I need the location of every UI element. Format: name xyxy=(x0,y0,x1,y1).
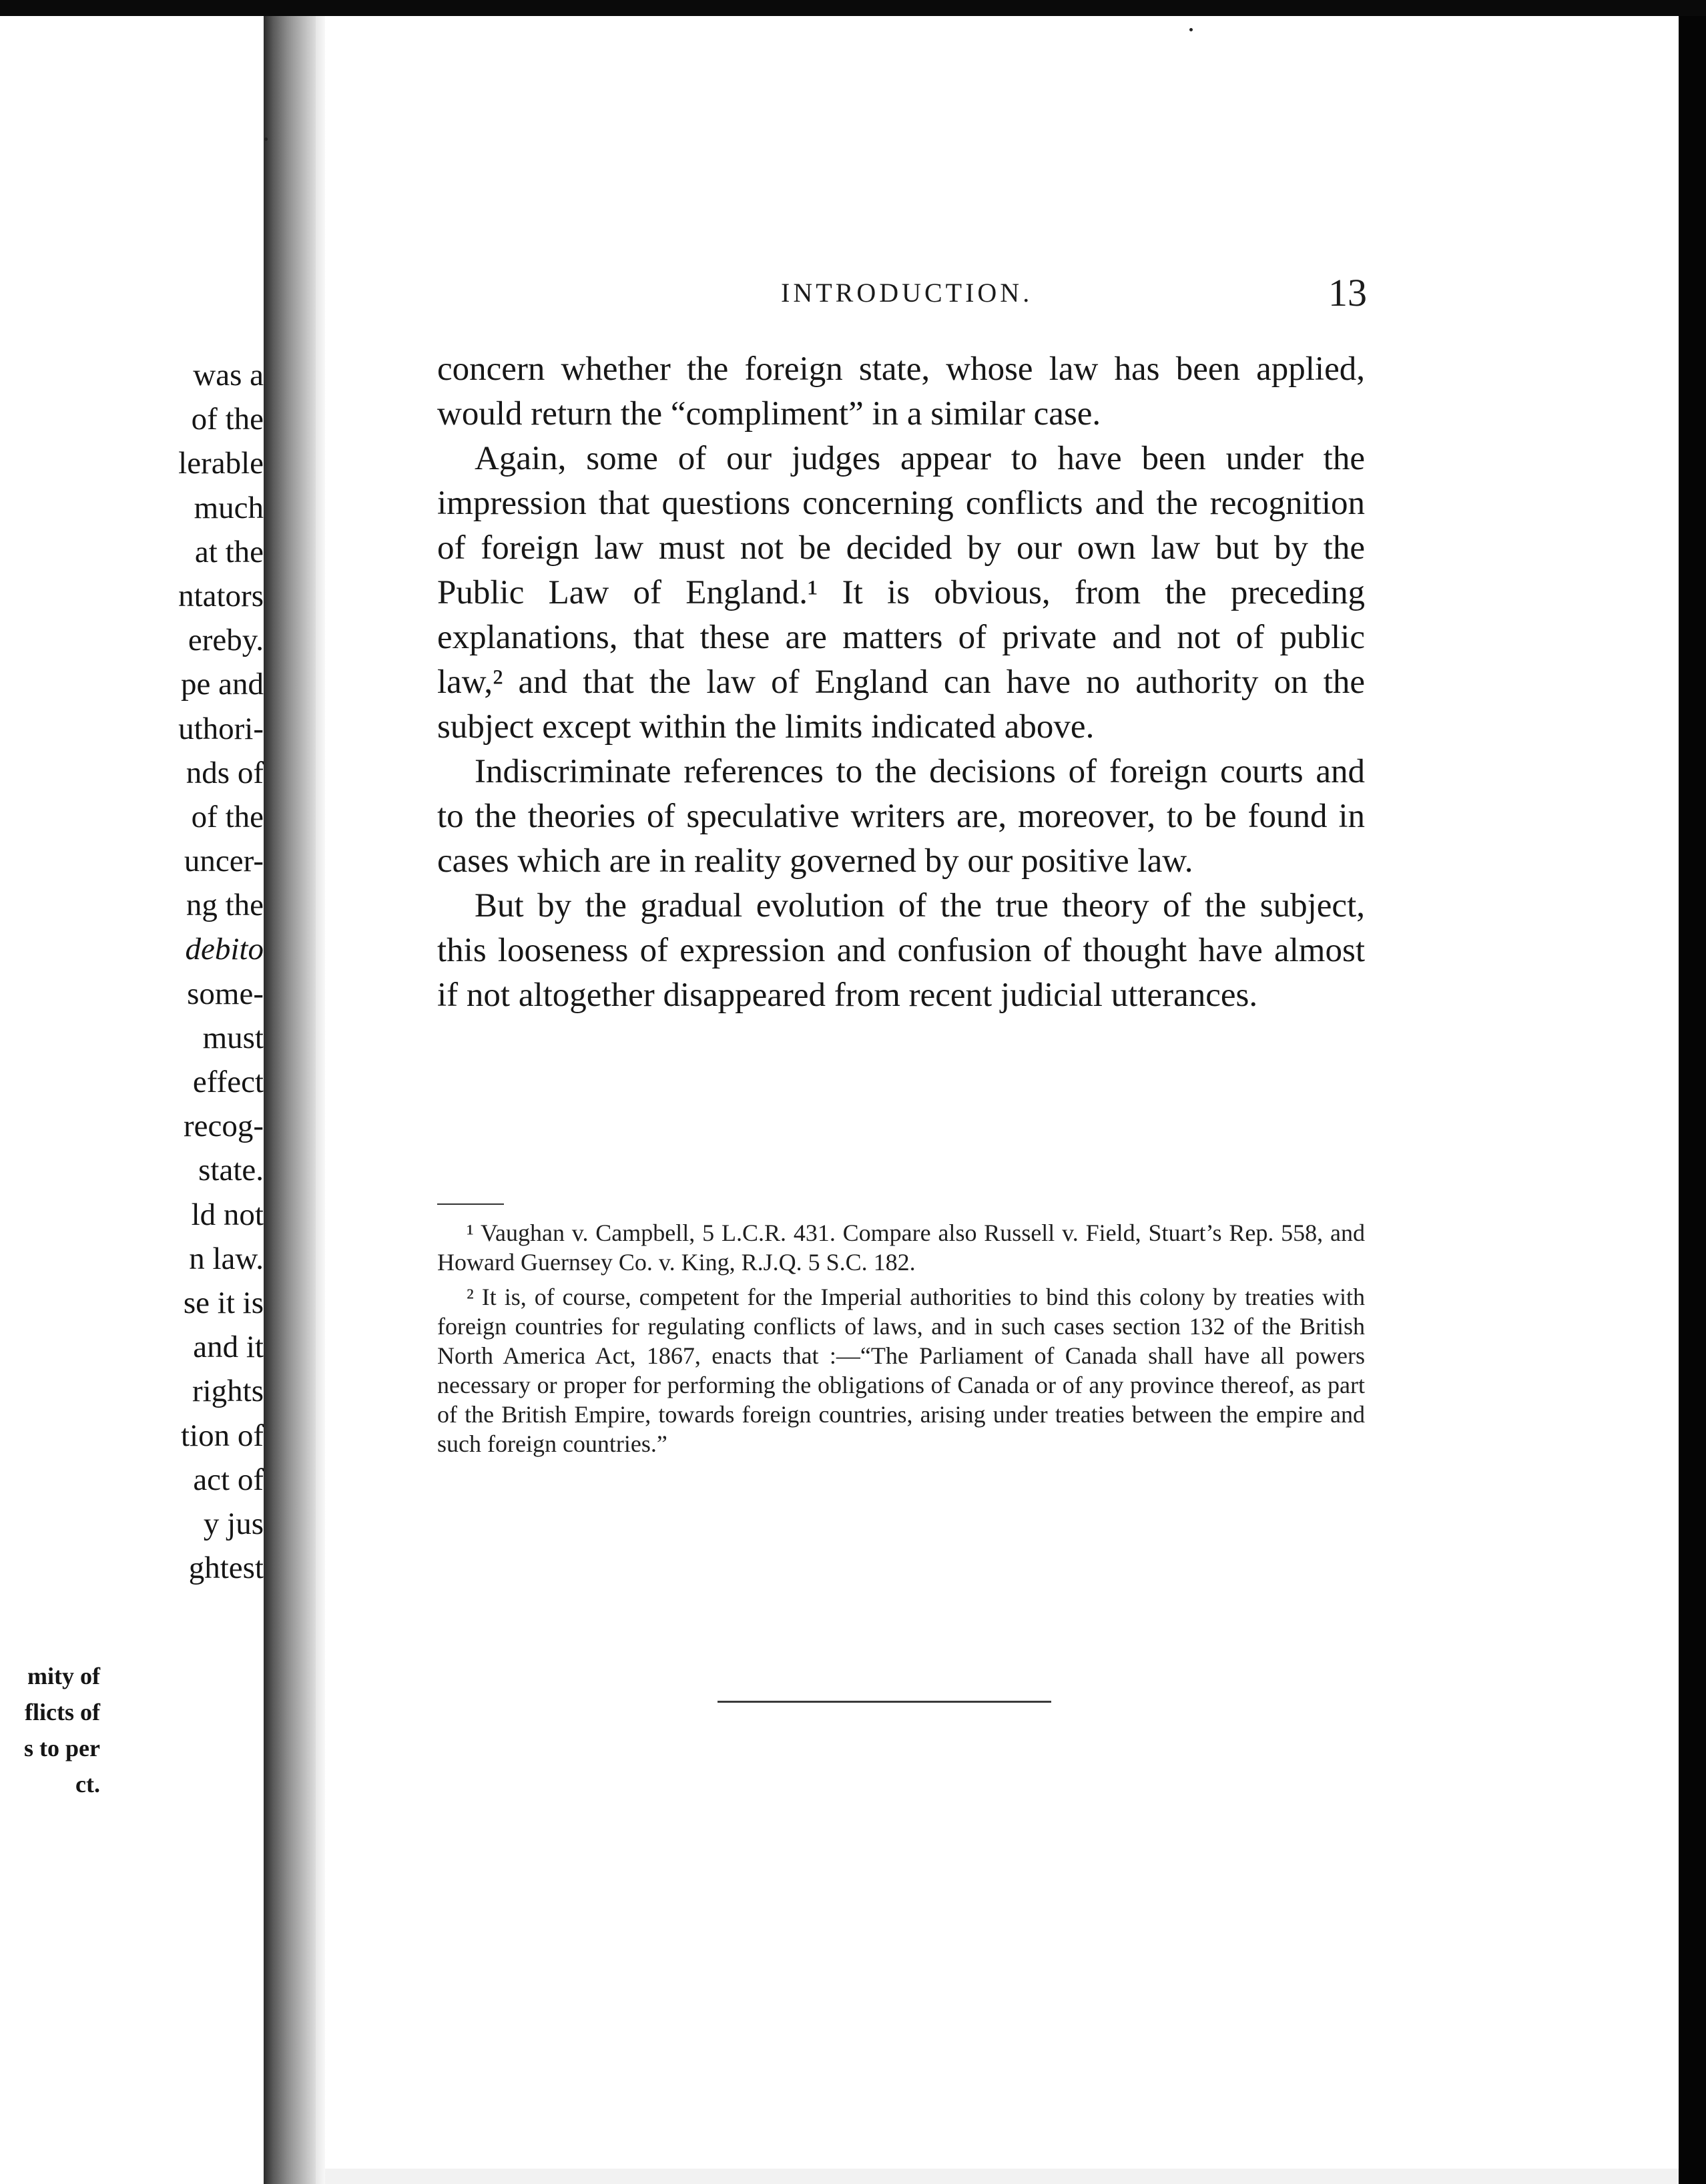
paragraph-continued: concern whether the foreign state, whose law has been applied, would return the “compliment” in a similar case. xyxy=(437,350,1365,433)
left-page-line: debito xyxy=(185,932,264,967)
left-page-line: recog- xyxy=(183,1109,264,1144)
left-page-footnotes xyxy=(0,1658,100,1802)
left-page-line: uthori- xyxy=(178,711,264,746)
left-footnote-line: mity of xyxy=(27,1663,100,1689)
left-page-line: tion of xyxy=(180,1418,264,1453)
left-page-line: uncer- xyxy=(184,844,264,879)
footnote-2: ² It is, of course, competent for the Imperial authorities to bind this colony by treaties with foreign countries for regulating conflicts of laws, and in such cases section 132 of the British North America Act, 1867, enacts that :—“The Parliament of Canada shall have all powers necessary or proper for performing the obligations of Canada or of any province thereof, as part of the British Empire, towards foreign countries, arising under treaties between the empire and such foreign countries.” xyxy=(437,1284,1365,1457)
left-page-line: lerable xyxy=(178,446,264,481)
left-page-line: must xyxy=(202,1020,264,1055)
book-gutter-shadow xyxy=(264,16,316,2184)
left-page-line: of the xyxy=(191,402,264,437)
footnote-1: ¹ Vaughan v. Campbell, 5 L.C.R. 431. Compare also Russell v. Field, Stuart’s Rep. 558, and Howard Guernsey Co. v. King, R.J.Q. 5 S.C. 182. xyxy=(437,1219,1365,1276)
scan-border-right xyxy=(1679,16,1706,2184)
left-page-line: of the xyxy=(191,799,264,834)
paragraph-gradual-evolution: But by the gradual evolution of the true theory of the subject, this looseness of expression and confusion of thought have almost if not altogether disappeared from recent judicial utterances. xyxy=(437,887,1365,1014)
end-rule xyxy=(718,1701,1051,1703)
paragraph-indiscriminate: Indiscriminate references to the decisions of foreign courts and to the theories of speculative writers are, moreover, to be found in cases which are in reality governed by our positive law. xyxy=(437,753,1365,880)
left-page-line: state. xyxy=(198,1153,264,1188)
left-page-line: ld not xyxy=(191,1197,264,1232)
left-footnote-line: s to per xyxy=(24,1735,100,1761)
gutter-edge xyxy=(316,16,325,2184)
left-page-line: ereby. xyxy=(188,623,264,658)
left-page-line: ntators xyxy=(178,578,264,613)
body-text xyxy=(437,347,1365,1018)
left-page-line: ghtest xyxy=(188,1551,264,1586)
page-number: 13 xyxy=(1328,271,1367,314)
paragraph-again: Again, some of our judges appear to have been under the impression that questions concerning conflicts and the recognition of foreign law must not be decided by our own law but by the Public Law of England.¹ It is obvious, from the preceding explanations, that these are matters of private and not of public law,² and that the law of England can have no authority on the subject except within the limits indicated above. xyxy=(437,440,1365,746)
left-page-line: and it xyxy=(193,1330,264,1365)
right-page xyxy=(325,16,1679,2169)
left-page-line: some- xyxy=(187,976,264,1011)
left-page-line: much xyxy=(194,490,264,525)
left-page-line: at the xyxy=(194,534,264,569)
scan-border-top xyxy=(0,0,1706,16)
running-head: INTRODUCTION. xyxy=(781,278,1033,308)
scan-speck xyxy=(1189,28,1193,31)
page-bottom-edge xyxy=(325,2169,1679,2184)
left-page-line: effect xyxy=(192,1065,264,1099)
footnote-rule xyxy=(437,1203,504,1205)
footnotes xyxy=(437,1218,1365,1458)
left-page-line: was a xyxy=(193,358,264,392)
left-page-line: se it is xyxy=(183,1285,264,1320)
left-page-line: y jus xyxy=(203,1506,264,1541)
left-page-line: n law. xyxy=(189,1241,264,1276)
left-page-text xyxy=(0,353,264,1590)
left-facing-page xyxy=(0,16,264,2184)
left-page-line: nds of xyxy=(186,755,264,790)
left-page-line: ng the xyxy=(186,888,264,923)
scan-speck xyxy=(264,138,268,141)
left-page-line: pe and xyxy=(181,667,264,702)
left-footnote-line: ct. xyxy=(75,1771,100,1798)
left-page-line: act of xyxy=(193,1462,264,1497)
left-page-line: rights xyxy=(192,1374,264,1409)
left-footnote-line: flicts of xyxy=(25,1699,100,1725)
